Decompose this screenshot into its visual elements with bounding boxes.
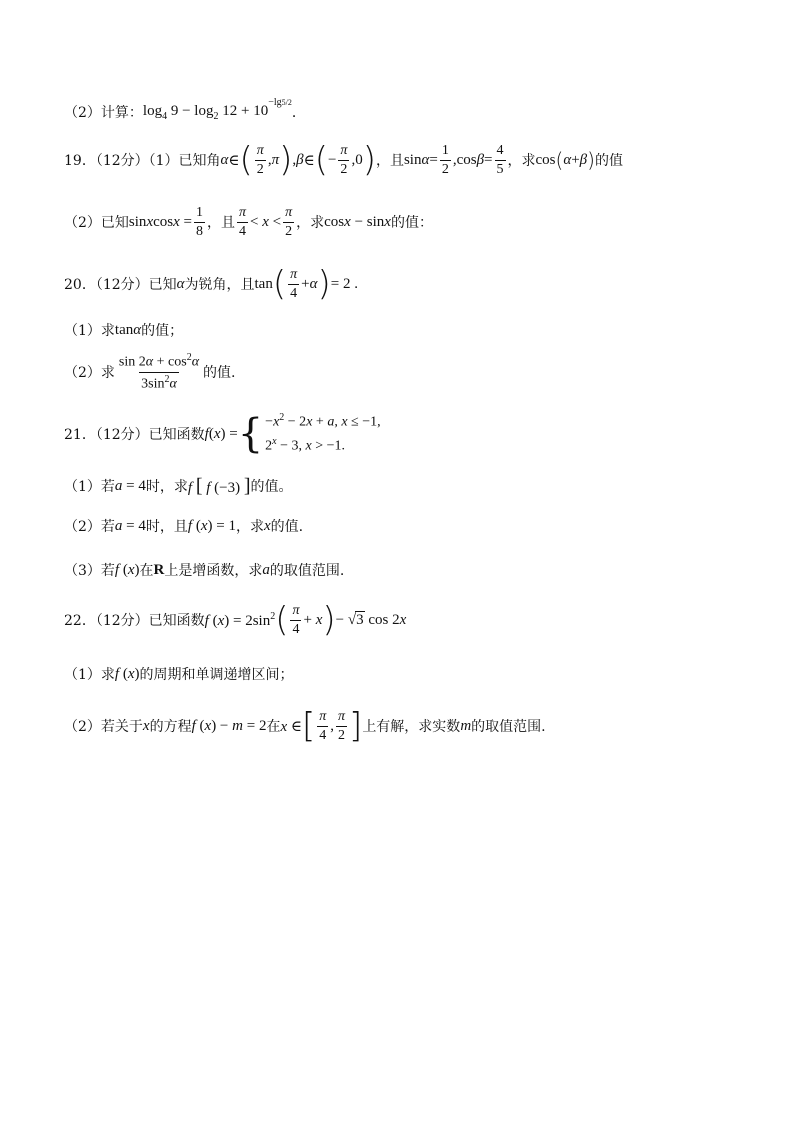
q20-part1: （1）求 tanα 的值； [64,321,184,339]
q20: 20．（12分）已知 α 为锐角，且 tan ( $\frac{\pi}{4}$ + α ) = 2 . [64,264,358,304]
prompt-text: （2）计算： [64,105,143,121]
q22-part2: （2）若关于 x 的方程 f (x) − m = 2 在 x ∈ [ $\frac{\pi}{4}$ , $\frac{\pi}{2}$ ] 上有解，求实数 m 的取值范围. [64,706,546,746]
q21-part3: （3）若 f (x) 在 R 上是增函数，求 a 的取值范围. [64,561,345,579]
q22: 22．（12分）已知函数 f $(x) = 2\sin^2$ ( $\frac{\pi}{4}$ + x ) − √3 cos 2x [64,600,407,640]
q22-part1: （1）求 f (x) 的周期和单调递增区间； [64,665,294,683]
piecewise: $-x^2 - 2x + a$, x ≤ −1, $2^x - 3$, x > −1. [265,411,381,454]
fraction: $\frac{\pi}{2}$ [256,143,264,177]
q21-part1: （1）若 a = 4 时，求 f [ f (−3) ] 的值。 [64,474,293,497]
q21-part2: （2）若 a = 4 时，且 f (x) = 1 ，求 x 的值. [64,517,304,535]
q19-part2: （2）已知 sinxcosx = $\frac{1}{8}$ ，且 $\frac{\pi}{4}$ < x < $\frac{\pi}{2}$ ，求 cosx − sinx 的值： [64,205,433,239]
period: ． [291,105,306,121]
question-number: 19．（12分）（1）已知角 [64,153,221,169]
formula: $\log_4 9 - \log_2 12 + 10^{-lg5/2}$ [142,96,292,122]
q19-part1: 19．（12分）（1）已知角 α ∈ ( $\frac{\pi}{2}$ , π ) , β ∈ ( − $\frac{\pi}{2}$ ,0 ) ，且 sin α = $\frac{1}{2}$ ,cos β = $\frac{4}{5}$ ，求 cos ( α + β ) 的值 [64,140,623,180]
q18-part2 [64,92,764,132]
q21: 21．（12分）已知函数 f ( x ) = { $-x^2 - 2x + a$, x ≤ −1, $2^x - 3$, x > −1. [64,411,381,457]
formula: α [220,151,229,168]
q20-part2: （2）求 $\frac{\sin 2\alpha + \cos^2\alpha}{3\sin^2\alpha}$ 的值. [64,352,236,392]
